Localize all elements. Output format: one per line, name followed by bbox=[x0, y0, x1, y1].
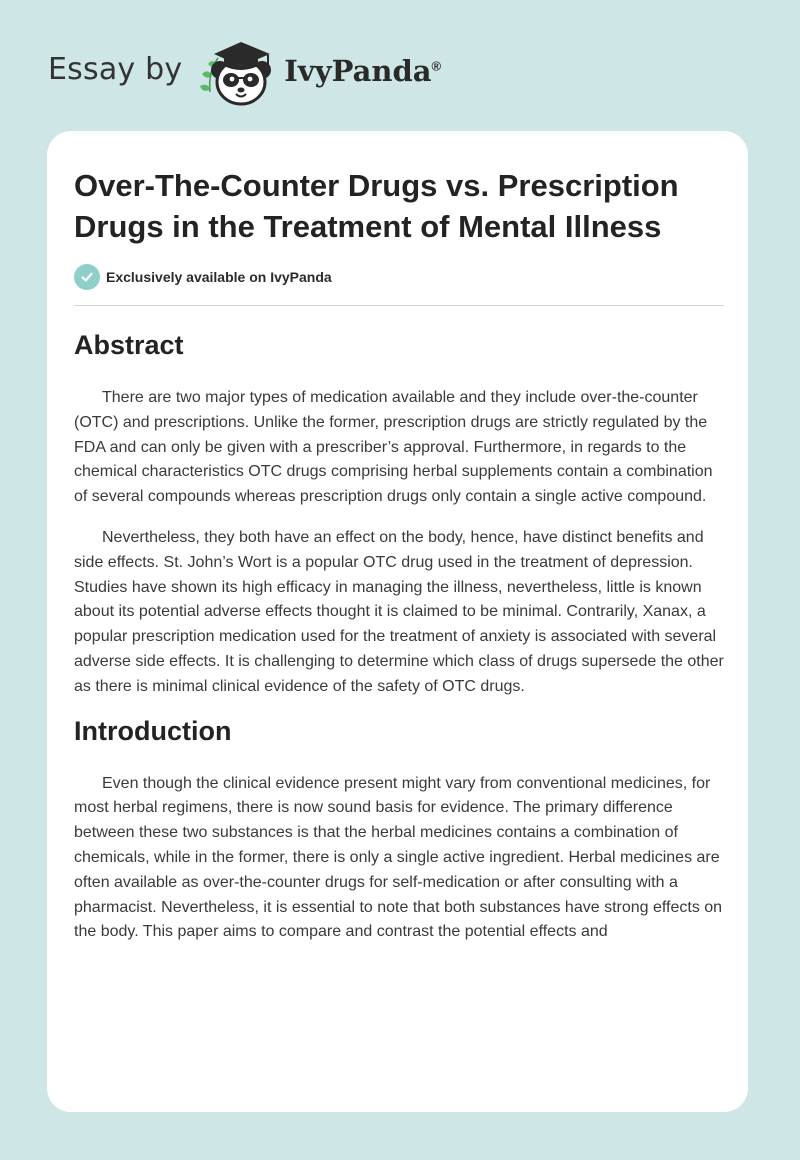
brand-prefix: Essay by bbox=[48, 51, 183, 87]
divider bbox=[74, 305, 724, 306]
brand-logo[interactable] bbox=[48, 36, 441, 108]
section-heading-abstract: Abstract bbox=[74, 330, 184, 360]
content-fade bbox=[47, 1042, 748, 1112]
panda-mascot-icon bbox=[196, 36, 282, 108]
essay-card bbox=[47, 131, 748, 1112]
check-icon bbox=[74, 264, 100, 290]
essay-title: Over-The-Counter Drugs vs. Prescription Drugs in the Treatment of Mental Illness bbox=[74, 168, 679, 244]
badge-text: Exclusively available on IvyPanda bbox=[106, 269, 332, 285]
abstract-paragraph-2: Nevertheless, they both have an effect on the body, hence, have distinct benefits and side effects. St. John’s Wort is a popular OTC drug used in the treatment of depression. Studies have shown its high efficacy in managing the illness, nevertheless, little is known about its potential adverse effects thought it is claimed to be minimal. Contrarily, Xanax, a popular prescription medication used for the treatment of anxiety is associated with several adverse side effects. It is challenging to determine which class of drugs supersede the other as there is minimal clinical evidence of the safety of OTC drugs. bbox=[74, 528, 724, 695]
section-heading-introduction: Introduction bbox=[74, 715, 232, 746]
brand-name: IvyPanda® bbox=[284, 54, 442, 88]
abstract-paragraph-1: There are two major types of medication available and they include over-the-counter (OTC) and prescriptions. Unlike the former, prescription drugs are strictly regulated by the FDA and can only be given with a prescriber’s approval. Furthermore, in regards to the chemical characteristics OTC drugs comprising herbal supplements contain a combination of several compounds whereas prescription drugs only contain a single active compound. bbox=[74, 389, 713, 506]
exclusive-badge bbox=[74, 263, 722, 291]
introduction-paragraph-1: Even though the clinical evidence present might vary from conventional medicines, for most herbal regimens, there is now sound basis for evidence. The primary difference between these two substances is that the herbal medicines contains a combination of chemicals, while in the former, there is only a single active ingredient. Herbal medicines are often available as over-the-counter drugs for self-medication or after consulting with a pharmacist. Nevertheless, it is essential to note that both substances have strong effects on the body. This paper aims to compare and contrast the potential effects and bbox=[74, 774, 723, 941]
